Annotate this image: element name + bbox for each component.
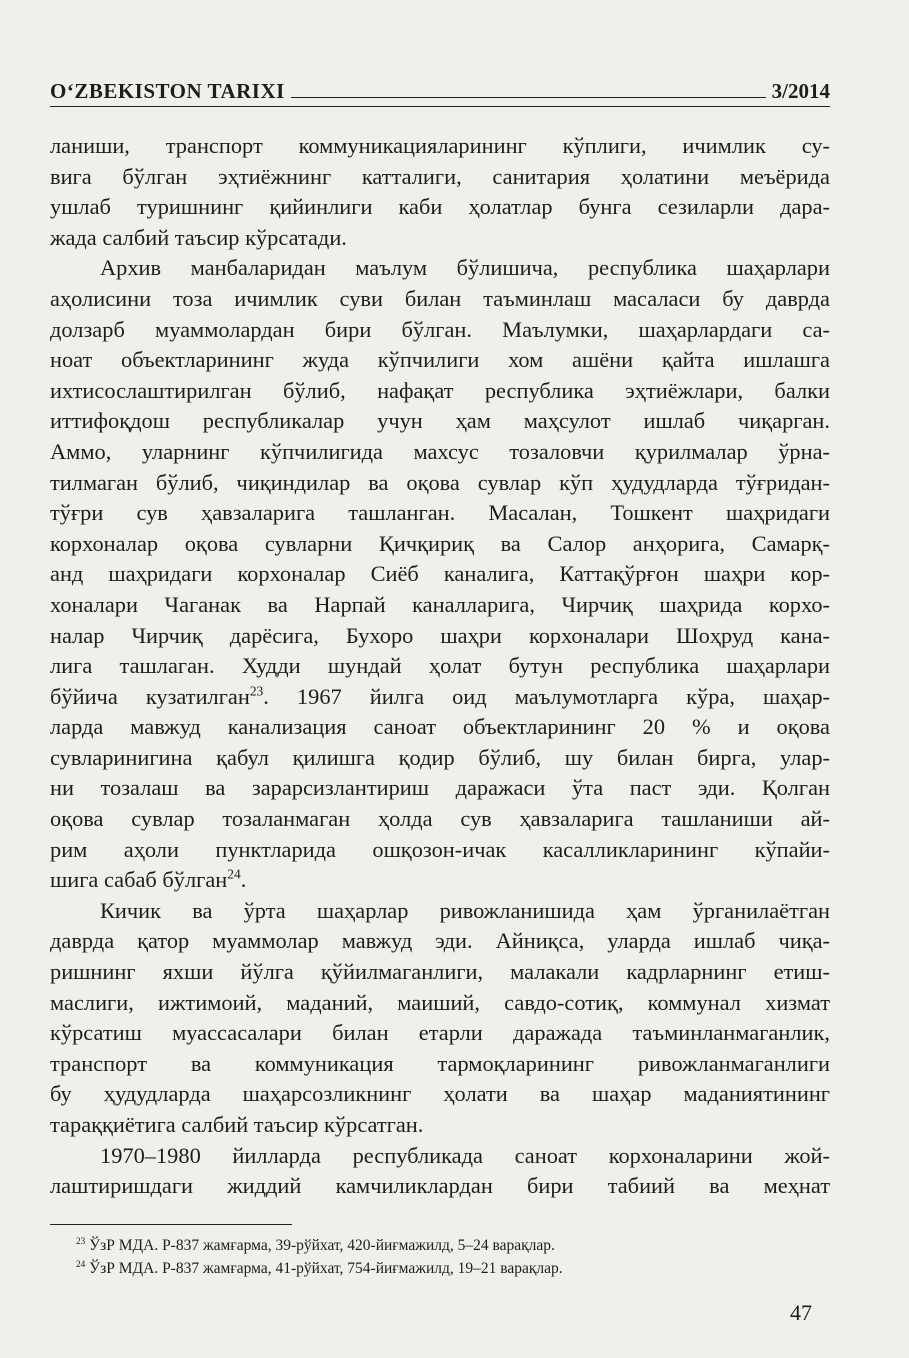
article-body [50, 131, 830, 1202]
line-text-tail: . [240, 867, 247, 893]
text-line [50, 896, 830, 927]
text-line [50, 651, 830, 682]
line-text: ланиши, транспорт коммуникацияларининг кўплиги, ичимлик су- [50, 133, 830, 158]
line-text: аҳолисини тоза ичимлик суви билан таъминлаш масаласи бу даврда [50, 285, 830, 311]
line-text: корхоналар оқова сувларни Қичқириқ ва Салор анҳорига, Самарқ- [50, 530, 830, 556]
line-text: Кичик ва ўрта шаҳарлар ривожланишида ҳам ўрганилаётган [100, 897, 830, 923]
line-text: ларда мавжуд канализация саноат объектларининг 20 % и оқова [50, 714, 830, 740]
text-line [50, 590, 830, 621]
line-text: даврда қатор муаммолар мавжуд эди. Айниқса, уларда ишлаб чиқа- [50, 928, 830, 954]
footnote-text: ЎзР МДА. Р-837 жамғарма, 39-рўйхат, 420-йиғмажилд, 5–24 варақлар. [89, 1237, 555, 1254]
line-text: бўйича кузатилган [50, 683, 250, 709]
text-line [50, 926, 830, 957]
footnotes [76, 1234, 816, 1280]
line-text: сувларинигина қабул қилишга қодир бўлиб, шу билан бирга, улар- [50, 744, 830, 770]
line-text: лига ташлаган. Худди шундай ҳолат бутун республика шаҳарлари [50, 653, 830, 679]
line-text: лаштиришдаги жиддий камчиликлардан бири табиий ва меҳнат [50, 1173, 830, 1199]
text-line [50, 1141, 830, 1172]
line-text: Архив манбаларидан маълум бўлишича, республика шаҳарлари [100, 255, 830, 281]
line-text: бу ҳудудларда шаҳарсозликнинг ҳолати ва шаҳар маданиятининг [50, 1081, 830, 1107]
line-text: тараққиётига салбий таъсир кўрсатган. [50, 1112, 424, 1137]
line-text: жада салбий таъсир кўрсатади. [50, 224, 347, 250]
text-line [50, 253, 830, 284]
page-number: 47 [790, 1300, 812, 1325]
line-text: тилмаган бўлиб, чиқиндилар ва оқова сувлар кўп ҳудудларда тўғридан- [50, 469, 830, 495]
line-text: транспорт ва коммуникация тармоқларининг ривожланмаганлиги [50, 1050, 830, 1076]
line-text: долзарб муаммолардан бири бўлган. Маълумки, шаҳарлардаги са- [50, 316, 830, 342]
line-text: 1970–1980 йилларда республикада саноат корхоналарини жой- [100, 1142, 830, 1168]
journal-title: O‘ZBEKISTON TARIXI [50, 79, 285, 103]
footnote [76, 1234, 816, 1257]
footnote-number: 23 [76, 1236, 86, 1247]
header-rule [291, 97, 766, 98]
issue-number: 3/2014 [771, 79, 830, 103]
text-line [50, 468, 830, 499]
line-text: оқова сувлар тозаланмаган ҳолда сув ҳавзаларига ташланиши ай- [50, 806, 830, 832]
line-text: ноат объектларининг жуда кўпчилиги хом ашёни қайта ишлашга [50, 347, 830, 373]
line-text: иттифоқдош республикалар учун ҳам маҳсулот ишлаб чиқарган. [50, 408, 830, 434]
text-line [50, 1171, 830, 1202]
text-line [50, 559, 830, 590]
text-line [50, 223, 830, 254]
line-text: ушлаб туришнинг қийинлиги каби ҳолатлар бунга сезиларли дара- [50, 194, 830, 220]
text-line [50, 406, 830, 437]
text-line [50, 682, 830, 713]
text-line [50, 284, 830, 315]
text-line [50, 835, 830, 866]
footnote-divider [50, 1224, 292, 1225]
footnote-number: 24 [76, 1259, 86, 1270]
line-text: маслиги, ижтимоий, маданий, маиший, савдо-сотиқ, коммунал хизмат [50, 989, 830, 1015]
text-line [50, 1018, 830, 1049]
text-line [50, 988, 830, 1019]
line-text: налар Чирчиқ дарёсига, Бухоро шаҳри корхоналари Шоҳруд кана- [50, 622, 830, 648]
line-text: анд шаҳридаги корхоналар Сиёб каналига, Каттақўрғон шаҳри кор- [50, 561, 830, 587]
text-line [50, 437, 830, 468]
header-divider [50, 106, 830, 107]
text-line [50, 315, 830, 346]
text-line [50, 712, 830, 743]
text-line [50, 743, 830, 774]
text-line [50, 192, 830, 223]
text-line [50, 498, 830, 529]
running-header [50, 72, 830, 104]
line-text: Аммо, уларнинг кўпчилигида махсус тозаловчи қурилмалар ўрна- [50, 438, 830, 464]
text-line [50, 773, 830, 804]
line-text: рим аҳоли пунктларида ошқозон-ичак касалликларининг кўпайи- [50, 836, 830, 862]
text-line [50, 1079, 830, 1110]
line-text: ришнинг яхши йўлга қўйилмаганлиги, малакали кадрларнинг етиш- [50, 959, 830, 985]
line-text-tail: . 1967 йилга оид маълумотларга кўра, шаҳар- [263, 683, 830, 709]
text-line [50, 345, 830, 376]
text-line [50, 621, 830, 652]
text-line [50, 1049, 830, 1080]
text-line [50, 865, 830, 896]
line-text: тўғри сув ҳавзаларига ташланган. Масалан, Тошкент шаҳридаги [50, 500, 830, 526]
text-line [50, 376, 830, 407]
text-line [50, 957, 830, 988]
footnote-text: ЎзР МДА. Р-837 жамғарма, 41-рўйхат, 754-йиғмажилд, 19–21 варақлар. [89, 1260, 563, 1277]
text-line [50, 162, 830, 193]
line-text: хоналари Чаганак ва Нарпай каналларига, Чирчиқ шаҳрида корхо- [50, 591, 830, 617]
line-text: вига бўлган эҳтиёжнинг катталиги, санитария ҳолатини меъёрида [50, 163, 830, 189]
line-text: ни тозалаш ва зарарсизлантириш даражаси ўта паст эди. Қолган [50, 775, 830, 801]
text-line [50, 529, 830, 560]
text-line [50, 804, 830, 835]
line-text: кўрсатиш муассасалари билан етарли даражада таъминланмаганлик, [50, 1020, 830, 1046]
footnote [76, 1257, 816, 1280]
text-line [50, 1110, 830, 1141]
footnote-ref[interactable]: 24 [227, 866, 241, 882]
text-line [50, 131, 830, 162]
footnote-ref[interactable]: 23 [249, 683, 264, 699]
line-text: шига сабаб бўлган [50, 867, 228, 893]
line-text: ихтисослаштирилган бўлиб, нафақат республика эҳтиёжлари, балки [50, 377, 830, 403]
